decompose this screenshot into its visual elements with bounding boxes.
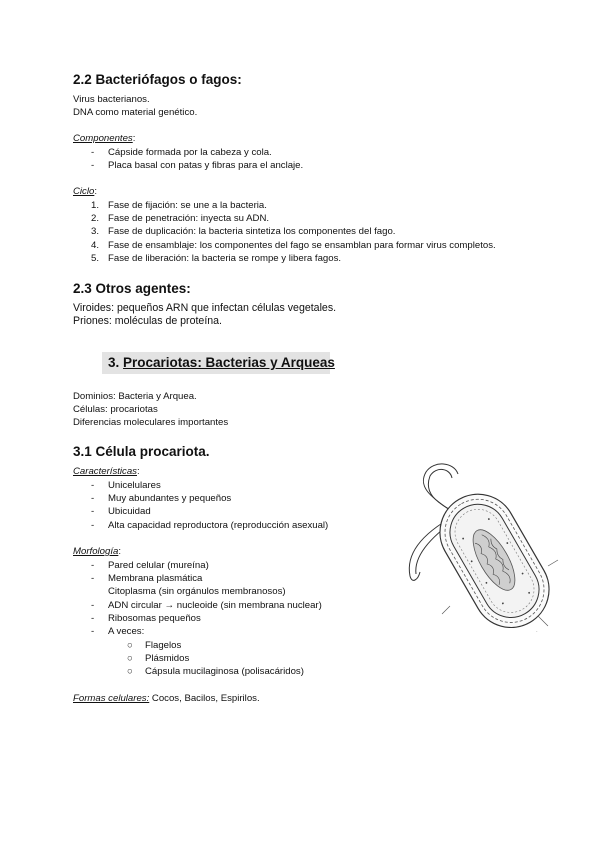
list-item: Fase de liberación: la bacteria se rompe y libera fagos. <box>108 253 342 264</box>
list-item: Unicelulares <box>108 480 161 491</box>
list-item: Fase de penetración: inyecta su ADN. <box>108 213 270 224</box>
sub-bullet: ○ <box>127 640 133 651</box>
list-item: Cápside formada por la cabeza y cola. <box>108 147 272 158</box>
list-item: Membrana plasmática <box>108 573 203 584</box>
text-line: Células: procariotas <box>73 404 158 415</box>
illustration-label: . <box>536 628 538 634</box>
list-number: 3. <box>91 226 100 237</box>
ciclo-heading: Ciclo: <box>73 186 97 197</box>
list-item: Alta capacidad reproductora (reproducción asexual) <box>108 520 329 531</box>
list-item: Citoplasma (sin orgánulos membranosos) <box>108 586 286 597</box>
list-item: Plásmidos <box>145 653 190 664</box>
list-item: A veces: <box>108 626 145 637</box>
text-line: Virus bacterianos. <box>73 94 150 105</box>
section-title-3 <box>102 352 335 374</box>
list-item: Fase de duplicación: la bacteria sintetiza los componentes del fago. <box>108 226 396 237</box>
list-bullet: - <box>91 147 95 158</box>
section-title-text: Procariotas: Bacterias y Arqueas <box>123 355 335 370</box>
list-item: Ubicuidad <box>108 506 151 517</box>
list-bullet: - <box>91 160 95 171</box>
list-item: Fase de ensamblaje: los componentes del fago se ensamblan para formar virus completos. <box>108 240 496 251</box>
section-title-2-3: 2.3 Otros agentes: <box>73 281 191 296</box>
list-item: Placa basal con patas y fibras para el anclaje. <box>108 160 304 171</box>
list-bullet: - <box>91 560 95 571</box>
list-bullet: - <box>91 573 95 584</box>
text-line: DNA como material genético. <box>73 107 198 118</box>
list-number: 2. <box>91 213 100 224</box>
formas-celulares: Formas celulares: Cocos, Bacilos, Espirilos. <box>73 693 260 704</box>
list-number: 4. <box>91 240 100 251</box>
section-title-3-1: 3.1 Célula procariota. <box>73 444 210 459</box>
prokaryotic-cell-illustration <box>398 456 564 642</box>
list-bullet: - <box>91 520 95 531</box>
sub-bullet: ○ <box>127 653 133 664</box>
list-bullet: - <box>91 480 95 491</box>
list-item: Pared celular (mureína) <box>108 560 209 571</box>
list-bullet: - <box>91 600 95 611</box>
list-bullet: - <box>91 626 95 637</box>
text-line: Diferencias moleculares importantes <box>73 417 229 428</box>
list-number: 1. <box>91 200 100 211</box>
section-title-2-2: 2.2 Bacteriófagos o fagos: <box>73 72 242 87</box>
text-line: Priones: moléculas de proteína. <box>73 315 222 327</box>
list-number: 5. <box>91 253 100 264</box>
list-bullet: - <box>91 506 95 517</box>
componentes-heading: Componentes: <box>73 133 136 144</box>
list-item: ADN circular → nucleoide (sin membrana nuclear) <box>108 600 322 611</box>
section-number: 3. <box>108 355 120 370</box>
text-line: Viroides: pequeños ARN que infectan células vegetales. <box>73 302 337 314</box>
sub-bullet: ○ <box>127 666 133 677</box>
morfologia-heading: Morfología: <box>73 546 121 557</box>
list-item: Flagelos <box>145 640 182 651</box>
list-bullet: - <box>91 493 95 504</box>
list-item: Muy abundantes y pequeños <box>108 493 232 504</box>
list-item: Fase de fijación: se une a la bacteria. <box>108 200 267 211</box>
caracteristicas-heading: Características: <box>73 466 140 477</box>
list-item: Ribosomas pequeños <box>108 613 201 624</box>
list-bullet: - <box>91 613 95 624</box>
list-item: Cápsula mucilaginosa (polisacáridos) <box>145 666 304 677</box>
text-line: Dominios: Bacteria y Arquea. <box>73 391 197 402</box>
